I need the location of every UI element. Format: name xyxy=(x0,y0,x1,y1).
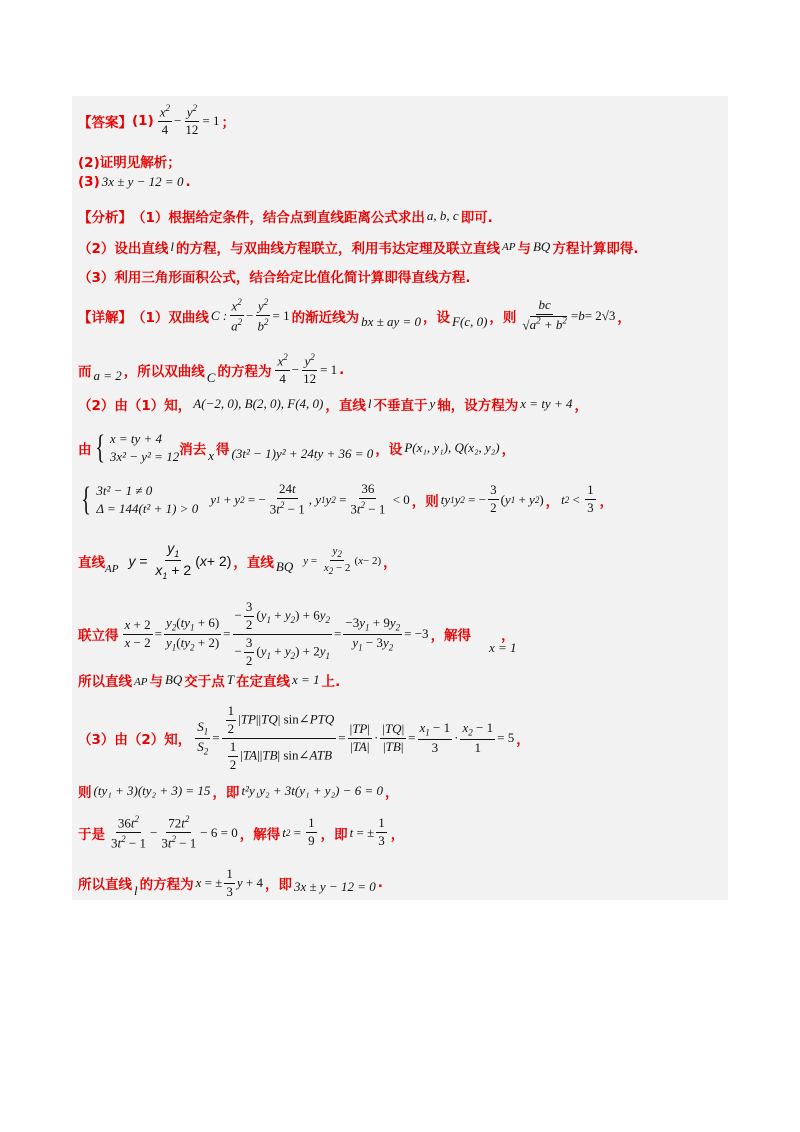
analysis-line2-d: 方程计算即得. xyxy=(552,241,639,257)
hyperbola-result: $\frac{x^2}{4}$ − $\frac{y^2}{12}$ = 1 xyxy=(277,352,338,387)
points-pq: P(x₁, y₁), Q(x₂, y₂) xyxy=(404,439,500,455)
points-abf: A(−2, 0), B(2, 0), F(4, 0) xyxy=(193,396,324,411)
hyperbola-equation: $\frac{x^2}{4}$ − $\frac{y^2}{12}$ = 1 xyxy=(159,103,220,138)
detail-p8-c: 交于点 xyxy=(184,674,225,690)
detail-p4-b: 消去 xyxy=(179,441,207,458)
final-line-l: l xyxy=(134,883,138,899)
quadratic-eq: (3t² − 1)y² + 24ty + 36 = 0 xyxy=(231,445,374,461)
analysis-line2-b: 的方程，与双曲线方程联立，利用韦达定理及联立直线 xyxy=(176,241,501,257)
detail-line10 xyxy=(78,781,724,801)
t-equation: $\frac{36t^2}{3t^2 - 1}$ − $\frac{72t^2}{3t^2 - 1}$ − 6 = 0 xyxy=(111,814,238,851)
detail-p4-end: ， xyxy=(501,441,516,458)
hyperbola-general: C : $\frac{x^2}{a^2}$ − $\frac{y^2}{b^2}$ = 1 xyxy=(210,297,290,334)
detail-p8-e: 上. xyxy=(321,674,341,690)
answer-part3-prefix: (3) xyxy=(78,174,100,190)
detail-line12 xyxy=(78,867,724,900)
detail-p11-b: ，解得 xyxy=(239,826,281,843)
analysis-vars: a, b, c xyxy=(426,208,459,223)
answer-part3 xyxy=(78,174,724,190)
line-ap-label: AP xyxy=(105,562,119,575)
answer-line xyxy=(78,103,724,138)
detail-p1-e: ， xyxy=(617,309,631,326)
line-bq-eq: y = $\frac{y_2}{x_2 - 2}$ ( x − 2) xyxy=(303,544,382,577)
detail-p4-c: 得 xyxy=(216,441,230,458)
detail-line7-solution xyxy=(487,640,724,656)
detail-p8-a: 所以直线 xyxy=(78,674,132,690)
system2-row2: Δ = 144(t² + 1) > 0 xyxy=(96,500,199,516)
curve-c: C xyxy=(206,369,216,385)
detail-line2 xyxy=(78,352,724,387)
detail-line5: { 3t² − 1 ≠ 0 Δ = 144(t² + 1) > 0 y 1 + y 2 = − $\frac{24t}{3t^2 - 1}$ , y 1 y 2 = $\frac{36}{3t^2 - 1}$ < 0 ，则 ty 1 y 2 = − $\frac{3}{2}$ ( y 1 + y 2 ) ， t 2 < $\frac{1}{3}$ ， xyxy=(78,482,724,517)
line-eq: x = ty + 4 xyxy=(520,396,573,411)
detail-p3-b: ，直线 xyxy=(325,398,366,414)
detail-p4-a: 由 xyxy=(78,441,92,458)
system1-row1: x = ty + 4 xyxy=(109,431,163,446)
detail-p8-d: 在定直线 xyxy=(236,674,291,690)
detail-p3-end: ， xyxy=(574,398,588,414)
detail-line8 xyxy=(78,670,724,690)
detail-p3-d: 轴，设方程为 xyxy=(437,398,519,414)
detail-p9-end: ， xyxy=(516,732,530,749)
analysis-bq: BQ xyxy=(532,239,551,254)
analysis-line3-text: （3）利用三角形面积公式，结合给定比值化简计算即得直线方程. xyxy=(78,270,471,286)
answer-label: 【答案】 xyxy=(78,114,132,131)
analysis-line-l: l xyxy=(170,239,175,254)
detail-p10-end: ， xyxy=(384,785,399,801)
detail-line6 xyxy=(78,540,724,581)
y-axis-var: y xyxy=(429,396,436,411)
conclusion-bq: BQ xyxy=(164,672,183,687)
detail-p11-end: ， xyxy=(390,826,405,843)
detail-p2-c: 的方程为 xyxy=(217,363,272,380)
final-eq: 3x ± y − 12 = 0 xyxy=(294,879,376,895)
detail-p6-a: 直线 xyxy=(78,554,105,571)
detail-p5-then: ，则 xyxy=(411,493,439,510)
detail-p9-a: （3）由（2）知， xyxy=(78,732,192,749)
intersection-derivation: $\frac{x + 2}{x - 2}$ = $\frac{y_2(ty_1 + 6)}{y_1(ty_2 + 2)}$ = − $\frac{3}{2}$ $(y_1 + y_2) + 6y_2$ − $\frac{3}{2}$ $(y_1 + y_2) + 2y_1$ = $\frac{-3y_1 + 9y_2}{y_1 - 3y_2}$ = −3 xyxy=(124,599,429,668)
t-bound: t 2 < $\frac{1}{3}$ xyxy=(561,482,594,516)
detail-p1-a: （1）双曲线 xyxy=(132,309,209,326)
detail-p12-a: 所以直线 xyxy=(78,877,132,894)
detail-p7-a: 联立得 xyxy=(78,628,119,645)
asymptote-eq: bx ± ay = 0 xyxy=(361,313,422,329)
analysis-line1 xyxy=(78,206,724,226)
detail-p4-d: ，设 xyxy=(375,441,403,458)
detail-p6-end: ， xyxy=(383,554,397,571)
point-t: T xyxy=(226,672,235,687)
answer-part1-prefix: (1) xyxy=(132,112,154,129)
eliminated-var: x xyxy=(208,447,214,463)
focus-point: F(c, 0) xyxy=(452,313,488,329)
detail-p11-c: ，即 xyxy=(320,826,348,843)
system-eq1: { x = ty + 4 3x² − y² = 12 xyxy=(94,428,180,466)
detail-p12-end: . xyxy=(377,875,383,892)
analysis-line2-a: （2）设出直线 xyxy=(78,241,169,257)
detail-line9 xyxy=(78,704,724,773)
analysis-line3 xyxy=(78,266,724,286)
detail-p1-b: 的渐近线为 xyxy=(291,309,360,326)
analysis-label: 【分析】 xyxy=(78,210,132,226)
system2-row1: 3t² − 1 ≠ 0 xyxy=(96,483,153,499)
detail-label: 【详解】 xyxy=(78,309,132,326)
detail-p1-d: ，则 xyxy=(489,309,517,326)
analysis-line2-c: 与 xyxy=(517,241,531,257)
detail-p2-end: . xyxy=(339,361,345,378)
detail-line4 xyxy=(78,430,724,465)
vieta-formulas: y 1 + y 2 = − $\frac{24t}{3t^2 - 1}$ , y 1 y 2 = $\frac{36}{3t^2 - 1}$ < 0 xyxy=(210,481,410,517)
analysis-line2 xyxy=(78,237,724,257)
line-bq-label: BQ xyxy=(275,558,294,574)
distance-eq: $\frac{bc}{√a^2 + b^2}$ = b = 2√3 xyxy=(522,297,616,333)
detail-p8-b: 与 xyxy=(149,674,163,690)
line-ap-eq: y = $\frac{y_1}{x_1 + 2}$ ( x + 2) xyxy=(128,540,232,581)
area-ratio: $\frac{S_1}{S_2}$ = $\frac{1}{2}$ |TP||TQ| sin∠PTQ $\frac{1}{2}$ |TA||TB| sin∠ATB = $\frac{|TP|}{|TA|}$ · $\frac{|TQ|}{|TB|}$ = $\frac{x_1 - 1}{3}$ · $\frac{x_2 - 1}{1}$ = 5 xyxy=(197,703,515,772)
conclusion-ap: AP xyxy=(134,676,148,688)
final-line-eq: x = ± $\frac{1}{3}$ y + 4 xyxy=(195,866,263,899)
answer-part2-text: (2)证明见解析； xyxy=(78,155,181,171)
fixed-line: x = 1 xyxy=(292,672,320,687)
product-eq: (ty₁ + 3)(ty₂ + 3) = 15 xyxy=(93,783,211,798)
line-l: l xyxy=(367,396,372,411)
x-equals-1: x = 1 xyxy=(489,640,517,655)
detail-p2-a: 而 xyxy=(78,363,92,380)
detail-p3-a: （2）由（1）知， xyxy=(78,398,192,414)
detail-line11 xyxy=(78,814,724,852)
analysis-line1-text: （1）根据给定条件，结合点到直线距离公式求出 xyxy=(132,210,425,226)
t-squared-solution: t 2 = $\frac{1}{9}$ xyxy=(282,815,315,849)
detail-p11-a: 于是 xyxy=(78,826,105,843)
detail-p7-b: ，解得 xyxy=(430,628,472,645)
answer-part2 xyxy=(78,151,724,171)
detail-p2-b: ，所以双曲线 xyxy=(123,363,205,380)
detail-p10-b: ，即 xyxy=(212,785,240,801)
detail-p10-a: 则 xyxy=(78,785,92,801)
detail-line7: 联立得 $\frac{x + 2}{x - 2}$ = $\frac{y_2(ty_1 + 6)}{y_1(ty_2 + 2)}$ = − $\frac{3}{2}$ $(y_1 + y_2) + 6y_2$ − $\frac{3}{2}$ $(y_1 + y_2) + 2y_1$ = $\frac{-3y_1 + 9y_2}{y_1 - 3y_2}$ = −3 ，解得 ， xyxy=(78,599,515,668)
answer-part3-eq: 3x ± y − 12 = 0 xyxy=(101,174,184,189)
detail-p1-c: ，设 xyxy=(423,309,451,326)
expanded-eq: t²y₁y₂ + 3t(y₁ + y₂) − 6 = 0 xyxy=(241,783,383,798)
t-solution: t = ± $\frac{1}{3}$ xyxy=(349,815,385,849)
detail-line3 xyxy=(78,394,724,414)
system-eq2: { 3t² − 1 ≠ 0 Δ = 144(t² + 1) > 0 xyxy=(81,480,199,518)
detail-line1 xyxy=(78,297,724,335)
analysis-line1-end: 即可. xyxy=(460,210,493,226)
answer-part3-end: . xyxy=(185,174,191,190)
analysis-ap: AP xyxy=(502,241,516,253)
detail-p3-c: 不垂直于 xyxy=(373,398,428,414)
a-value: a = 2 xyxy=(93,367,122,383)
product-relation: ty 1 y 2 = − $\frac{3}{2}$ ( y 1 + y 2 ) xyxy=(440,482,544,516)
system1-row2: 3x² − y² = 12 xyxy=(109,448,180,464)
detail-p12-b: 的方程为 xyxy=(139,877,194,894)
detail-p6-b: ，直线 xyxy=(233,554,274,571)
answer-semicolon: ； xyxy=(221,114,235,131)
detail-p12-c: ，即 xyxy=(265,877,292,894)
